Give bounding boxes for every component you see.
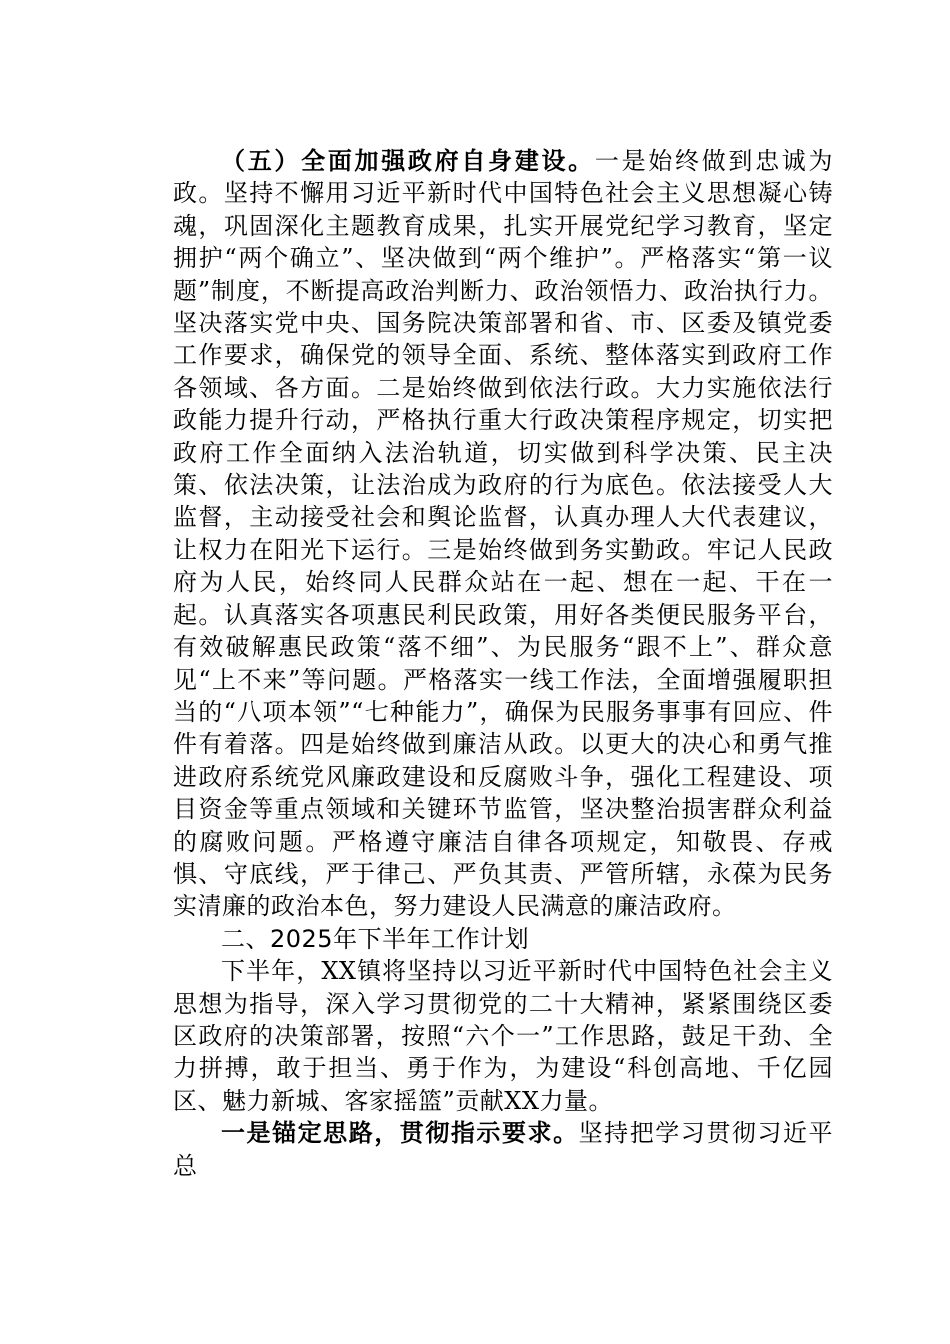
item-one-body: 坚持把学习贯彻习近平总 xyxy=(173,1119,833,1180)
paragraph-section-two-intro: 下半年，XX镇将坚持以习近平新时代中国特色社会主义思想为指导，深入学习贯彻党的二十大精神，紧紧围绕区委区政府的决策部署，按照“六个一”工作思路，鼓足干劲、全力拼搏，敢于担当、勇于作为，为建设“科创高地、千亿园区、魅力新城、客家摇篮”贡献XX力量。 xyxy=(173,957,833,1115)
section-five-body: 一是始终做到忠诚为政。坚持不懈用习近平新时代中国特色社会主义思想凝心铸魂，巩固深化主题教育成果，扎实开展党纪学习教育，坚定拥护“两个确立”、坚决做到“两个维护”。严格落实“第一议题”制度，不断提高政治判断力、政治领悟力、政治执行力。坚决落实党中央、国务院决策部署和省、市、区委及镇党委工作要求，确保党的领导全面、系统、整体落实到政府工作各领域、各方面。二是始终做到依法行政。大力实施依法行政能力提升行动，严格执行重大行政决策程序规定，切实把政府工作全面纳入法治轨道，切实做到科学决策、民主决策、依法决策，让法治成为政府的行为底色。依法接受人大监督，主动接受社会和舆论监督，认真办理人大代表建议，让权力在阳光下运行。三是始终做到务实勤政。牢记人民政府为人民，始终同人民群众站在一起、想在一起、干在一起。认真落实各项惠民利民政策，用好各类便民服务平台，有效破解惠民政策“落不细”、为民服务“跟不上”、群众意见“上不来”等问题。严格落实一线工作法，全面增强履职担当的“八项本领”“七种能力”，确保为民服务事事有回应、件件有着落。四是始终做到廉洁从政。以更大的决心和勇气推进政府系统党风廉政建设和反腐败斗争，强化工程建设、项目资金等重点领域和关键环节监管，坚决整治损害群众利益的腐败问题。严格遵守廉洁自律各项规定，知敬畏、存戒惧、守底线，严于律己、严负其责、严管所辖，永葆为民务实清廉的政治本色，努力建设人民满意的廉洁政府。 xyxy=(173,147,834,921)
item-one-title: 一是锚定思路，贯彻指示要求。 xyxy=(221,1118,579,1148)
paragraph-section-five xyxy=(173,145,833,923)
section-five-title: （五）全面加强政府自身建设。 xyxy=(221,146,595,175)
paragraph-item-one xyxy=(173,1117,833,1182)
section-two-heading: 二、2025年下半年工作计划 xyxy=(221,924,530,953)
document-body xyxy=(173,145,833,1182)
